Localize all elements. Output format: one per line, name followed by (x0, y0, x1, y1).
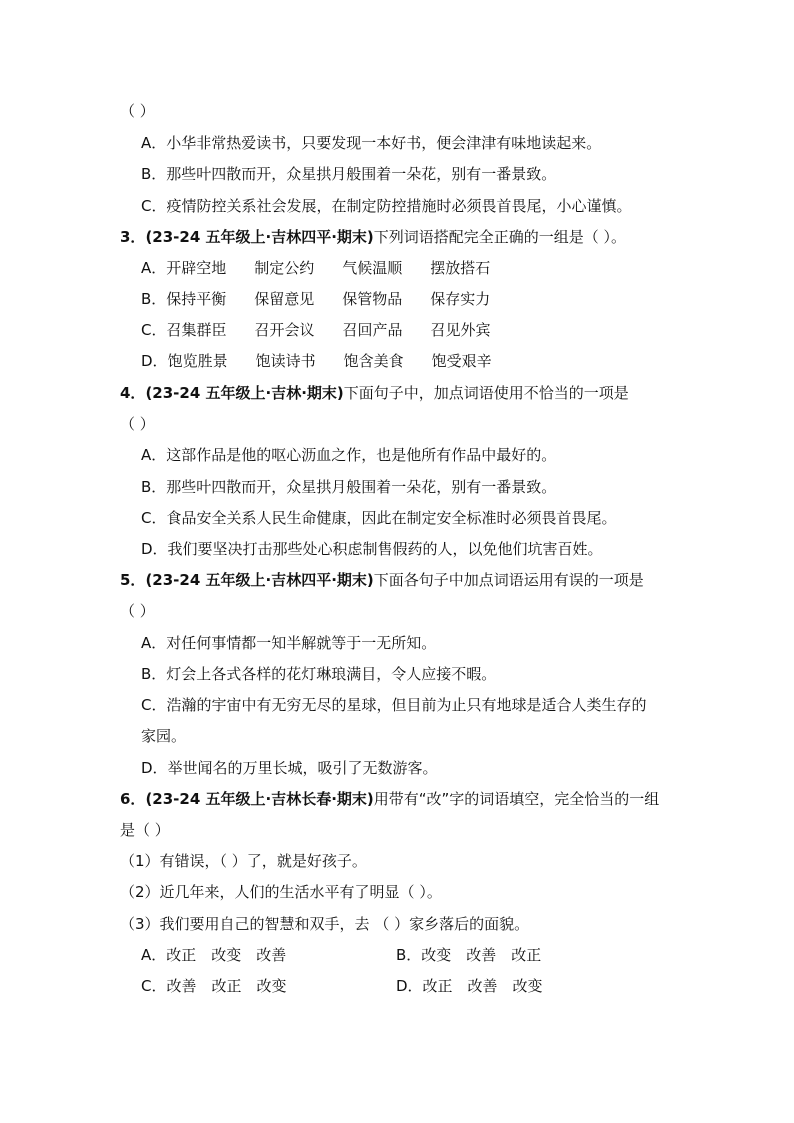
question-number: 6． (120, 790, 146, 808)
q6-options-row-1 (141, 945, 541, 965)
option-word: 饱览胜景 (167, 352, 228, 370)
q5-answer-paren: （ ） (120, 602, 155, 620)
q6-option-d: D．改正 改善 改变 (396, 977, 543, 995)
q4-option-a: A．这部作品是他的呕心沥血之作，也是他所有作品中最好的。 (141, 446, 557, 464)
question-source: (23-24 五年级上·吉林四平·期末) (145, 571, 374, 589)
option-word: 饱读诗书 (255, 352, 316, 370)
q4-answer-paren: （ ） (120, 415, 155, 433)
q6-sub-2: （2）近几年来，人们的生活水平有了明显（ ）。 (120, 883, 442, 901)
option-label: C． (141, 321, 167, 339)
q5-stem (120, 570, 644, 590)
question-number: 5． (120, 571, 146, 589)
option-word: 制定公约 (254, 259, 315, 277)
option-label: B． (141, 290, 167, 308)
option-word: 气候温顺 (342, 259, 403, 277)
q6-stem (120, 789, 659, 809)
q3-option-a (141, 258, 518, 278)
q2-option-c: C．疫情防控关系社会发展，在制定防控措施时必须畏首畏尾，小心谨慎。 (141, 197, 632, 215)
q2-option-b: B．那些叶四散而开，众星拱月般围着一朵花，别有一番景致。 (141, 165, 557, 183)
q4-option-b: B．那些叶四散而开，众星拱月般围着一朵花，别有一番景致。 (141, 478, 557, 496)
q4-option-c: C．食品安全关系人民生命健康，因此在制定安全标准时必须畏首畏尾。 (141, 509, 617, 527)
question-text: 下面句子中，加点词语使用不恰当的一项是 (343, 384, 629, 402)
option-word: 召回产品 (342, 321, 403, 339)
option-word: 保留意见 (254, 290, 315, 308)
q3-stem (120, 227, 626, 247)
q6-option-a: A．改正 改变 改善 (141, 946, 287, 964)
q4-option-d: D．我们要坚决打击那些处心积虑制售假药的人，以免他们坑害百姓。 (141, 540, 603, 558)
q5-option-a: A．对任何事情都一知半解就等于一无所知。 (141, 634, 437, 652)
q3-option-c (141, 320, 518, 340)
question-source: (23-24 五年级上·吉林·期末) (145, 384, 344, 402)
option-label: D． (141, 352, 168, 370)
q3-option-d (141, 351, 520, 371)
q6-option-b: B．改变 改善 改正 (396, 946, 542, 964)
option-word: 摆放搭石 (430, 259, 491, 277)
question-text: 下面各句子中加点词语运用有误的一项是 (373, 571, 644, 589)
option-word: 召开会议 (254, 321, 315, 339)
option-word: 饱含美食 (343, 352, 404, 370)
q3-option-b (141, 289, 518, 309)
q2-answer-paren: （ ） (120, 102, 155, 120)
question-text: 用带有“改”字的词语填空，完全恰当的一组 (373, 790, 660, 808)
question-number: 4． (120, 384, 146, 402)
option-word: 保存实力 (430, 290, 491, 308)
q6-options-row-2 (141, 976, 543, 996)
option-word: 开辟空地 (166, 259, 227, 277)
q6-sub-1: （1）有错误，（ ）了，就是好孩子。 (120, 852, 367, 870)
q5-option-b: B．灯会上各式各样的花灯琳琅满目，令人应接不暇。 (141, 665, 497, 683)
option-word: 召见外宾 (430, 321, 491, 339)
q6-option-c: C．改善 改正 改变 (141, 977, 287, 995)
q5-option-d: D．举世闻名的万里长城，吸引了无数游客。 (141, 759, 438, 777)
option-word: 保管物品 (342, 290, 403, 308)
option-label: A． (141, 259, 167, 277)
q4-stem (120, 383, 629, 403)
question-text: 下列词语搭配完全正确的一组是（ ）。 (373, 228, 627, 246)
q5-option-c-continued: 家园。 (141, 727, 187, 745)
option-word: 饱受艰辛 (431, 352, 492, 370)
option-word: 保持平衡 (166, 290, 227, 308)
q2-option-a: A．小华非常热爱读书，只要发现一本好书，便会津津有味地读起来。 (141, 134, 602, 152)
question-source: (23-24 五年级上·吉林长春·期末) (145, 790, 374, 808)
q6-stem-continued: 是（ ） (120, 821, 170, 839)
q6-sub-3: （3）我们要用自己的智慧和双手，去 （ ）家乡落后的面貌。 (120, 915, 530, 933)
question-number: 3． (120, 228, 146, 246)
q5-option-c: C．浩瀚的宇宙中有无穷无尽的星球，但目前为止只有地球是适合人类生存的 (141, 696, 647, 714)
question-source: (23-24 五年级上·吉林四平·期末) (145, 228, 374, 246)
option-word: 召集群臣 (166, 321, 227, 339)
